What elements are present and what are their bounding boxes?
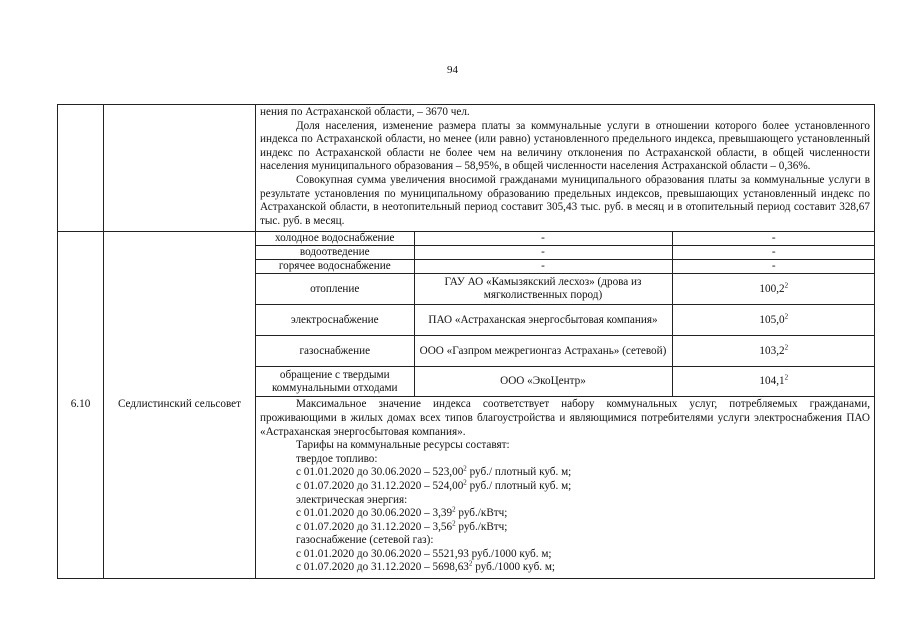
tariff-suffix: руб./ плотный куб. м; [466,479,572,492]
service-name: газоснабжение [256,336,414,367]
tariffs-intro: Тарифы на коммунальные ресурсы составят: [296,439,510,452]
continuation-line: нения по Астраханской области, – 3670 чел. [260,106,470,118]
row-number: 6.10 [58,232,104,579]
tariff-prefix: с 01.01.2020 до 30.06.2020 – 3,39 [296,507,453,520]
footnote-marker: 2 [468,559,473,568]
service-row [256,260,875,274]
service-index-value: - [771,232,776,245]
service-name: холодное водоснабжение [256,232,414,246]
tariff-line [260,507,870,521]
tariff-prefix: с 01.07.2020 до 31.12.2020 – 524,00 [296,479,464,492]
tariffs-text-block [256,397,874,578]
continuation-text-cell [256,105,875,232]
tariff-suffix: руб./кВтч; [455,507,508,520]
service-provider: - [414,246,672,260]
service-row [256,246,875,260]
footnote-marker: 2 [784,281,789,290]
solid-fuel-label: твердое топливо: [296,452,378,465]
tariff-suffix: руб./кВтч; [455,520,508,533]
service-provider: ПАО «Астраханская энергосбытовая компания» [414,305,672,336]
service-row [256,305,875,336]
footnote-marker: 2 [784,373,789,382]
electricity-label: электрическая энергия: [296,493,408,506]
footnote-marker: 2 [452,505,456,514]
main-table [57,104,875,579]
tariff-suffix: руб./1000 куб. м; [472,561,556,574]
tariff-prefix: с 01.07.2020 до 31.12.2020 – 5698,63 [296,561,469,574]
sum-paragraph: Совокупная сумма увеличения вносимой гражданами муниципального образования платы за коммунальные услуги в результате установления по муниципальному образованию предельных индексов, превышающих установленный индекс по Астраханской области, в неотопительный период составит 305,43 тыс. руб. в месяц и в отопительный период составит 328,67 тыс. руб. в месяц. [260,173,870,227]
tariff-line [260,561,870,575]
tariff-line [260,518,870,535]
service-index [672,367,875,397]
service-name: отопление [256,274,414,305]
municipality-name: Седлистинский сельсовет [104,232,256,579]
service-provider: - [414,232,672,246]
service-row [256,336,875,367]
service-index [672,336,875,367]
continuation-row [58,105,875,232]
tariff-line [260,466,870,480]
service-name: обращение с твердыми коммунальными отходами [256,367,414,397]
service-name: электроснабжение [256,305,414,336]
share-paragraph: Доля населения, изменение размера платы за коммунальные услуги в отношении которого более установленного индекса по Астраханской области, но менее (или равно) установленного предельного индекса, превышающего установленный индекс по Астраханской области не более чем на величину отклонения по Астраханской области, в общей численности населения муниципального образования – 58,95%, в общей численности населения Астраханской области – 0,36%. [260,119,870,173]
service-row [256,232,875,246]
gas-label: газоснабжение (сетевой газ): [296,534,434,547]
continuation-name-cell [104,105,256,232]
service-index-value: 105,0 [759,313,785,326]
service-name: водоотведение [256,246,414,260]
service-index-value: 100,2 [759,282,785,295]
service-row [256,274,875,305]
service-index [672,260,875,274]
document-table-wrapper [57,104,874,610]
service-index [672,246,875,260]
service-index-value: - [771,260,776,273]
service-index [672,305,875,336]
footnote-marker: 2 [452,518,456,527]
service-index-value: 104,1 [759,375,785,388]
tariff-prefix: с 01.01.2020 до 30.06.2020 – 523,00 [296,466,464,479]
footnote-marker: 2 [463,464,467,473]
services-table [256,232,875,397]
service-name: горячее водоснабжение [256,260,414,274]
service-provider: ГАУ АО «Камызякский лесхоз» (дрова из мягколиственных пород) [414,274,672,305]
footnote-marker: 2 [784,312,789,321]
page-number: 94 [447,64,458,76]
continuation-num-cell [58,105,104,232]
service-index-value: - [771,246,776,259]
service-provider: ООО «Газпром межрегионгаз Астрахань» (сетевой) [414,336,672,367]
max-index-paragraph: Максимальное значение индекса соответствует набору коммунальных услуг, потребляемых гражданами, проживающими в жилых домах всех типов благоустройства и являющимися потребителями услуги электроснабжения ПАО «Астраханская энергосбытовая компания». [260,398,870,438]
service-index-value: 103,2 [759,344,785,357]
service-index [672,274,875,305]
service-provider: ООО «ЭкоЦентр» [414,367,672,397]
tariff-prefix: с 01.07.2020 до 31.12.2020 – 3,56 [296,520,453,533]
footnote-marker: 2 [463,478,467,487]
service-provider: - [414,260,672,274]
municipality-details-cell [256,232,875,579]
tariff-line: с 01.01.2020 до 30.06.2020 – 5521,93 руб./1000 куб. м; [296,547,552,560]
tariff-line [260,480,870,494]
service-index [672,232,875,246]
footnote-marker: 2 [784,343,789,352]
service-row [256,367,875,397]
tariff-suffix: руб./ плотный куб. м; [466,466,572,479]
continuation-text-block [256,105,874,231]
municipality-row [58,232,875,579]
